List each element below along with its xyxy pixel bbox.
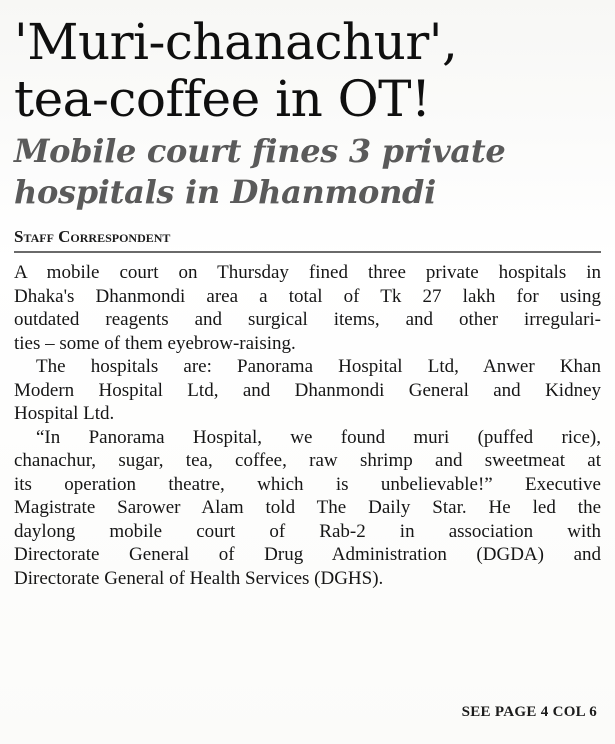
article-body — [14, 261, 601, 590]
text-line: Dhaka's Dhanmondi area a total of Tk 27 lakh for using — [14, 285, 601, 307]
byline-rule — [14, 227, 601, 253]
headline-line: tea-coffee in OT! — [14, 70, 431, 128]
text-line: Directorate General of Health Services (DGHS). — [14, 567, 384, 589]
text-line: Directorate General of Drug Administration (DGDA) and — [14, 544, 601, 565]
text-line: daylong mobile court of Rab-2 in association with — [14, 520, 601, 542]
article-paragraph — [14, 355, 601, 426]
article-paragraph — [14, 426, 601, 591]
text-line: outdated reagents and surgical items, and other irregulari- — [14, 309, 601, 330]
text-line: Hospital Ltd. — [14, 403, 115, 424]
continuation-reference: SEE PAGE 4 COL 6 — [461, 704, 597, 720]
text-line: its operation theatre, which is unbelievable!” Executive — [14, 473, 601, 495]
headline-line: 'Muri-chanachur', — [14, 13, 458, 71]
text-line: Modern Hospital Ltd, and Dhanmondi General and Kidney — [14, 379, 601, 401]
article-paragraph — [14, 261, 601, 355]
text-line: A mobile court on Thursday fined three private hospitals in — [14, 262, 601, 283]
text-line: chanachur, sugar, tea, coffee, raw shrimp and sweetmeat at — [14, 450, 601, 471]
byline: Staff Correspondent — [14, 227, 171, 246]
text-line: Magistrate Sarower Alam told The Daily Star. He led the — [14, 497, 601, 518]
subheadline-line: Mobile court fines 3 private — [14, 132, 506, 170]
text-line: The hospitals are: Panorama Hospital Ltd, Anwer Khan — [36, 356, 601, 377]
headline — [14, 0, 601, 128]
subheadline — [14, 131, 601, 213]
subheadline-line: hospitals in Dhanmondi — [14, 173, 436, 211]
text-line: ties – some of them eyebrow-raising. — [14, 332, 296, 354]
text-line: “In Panorama Hospital, we found muri (puffed rice), — [36, 426, 601, 448]
